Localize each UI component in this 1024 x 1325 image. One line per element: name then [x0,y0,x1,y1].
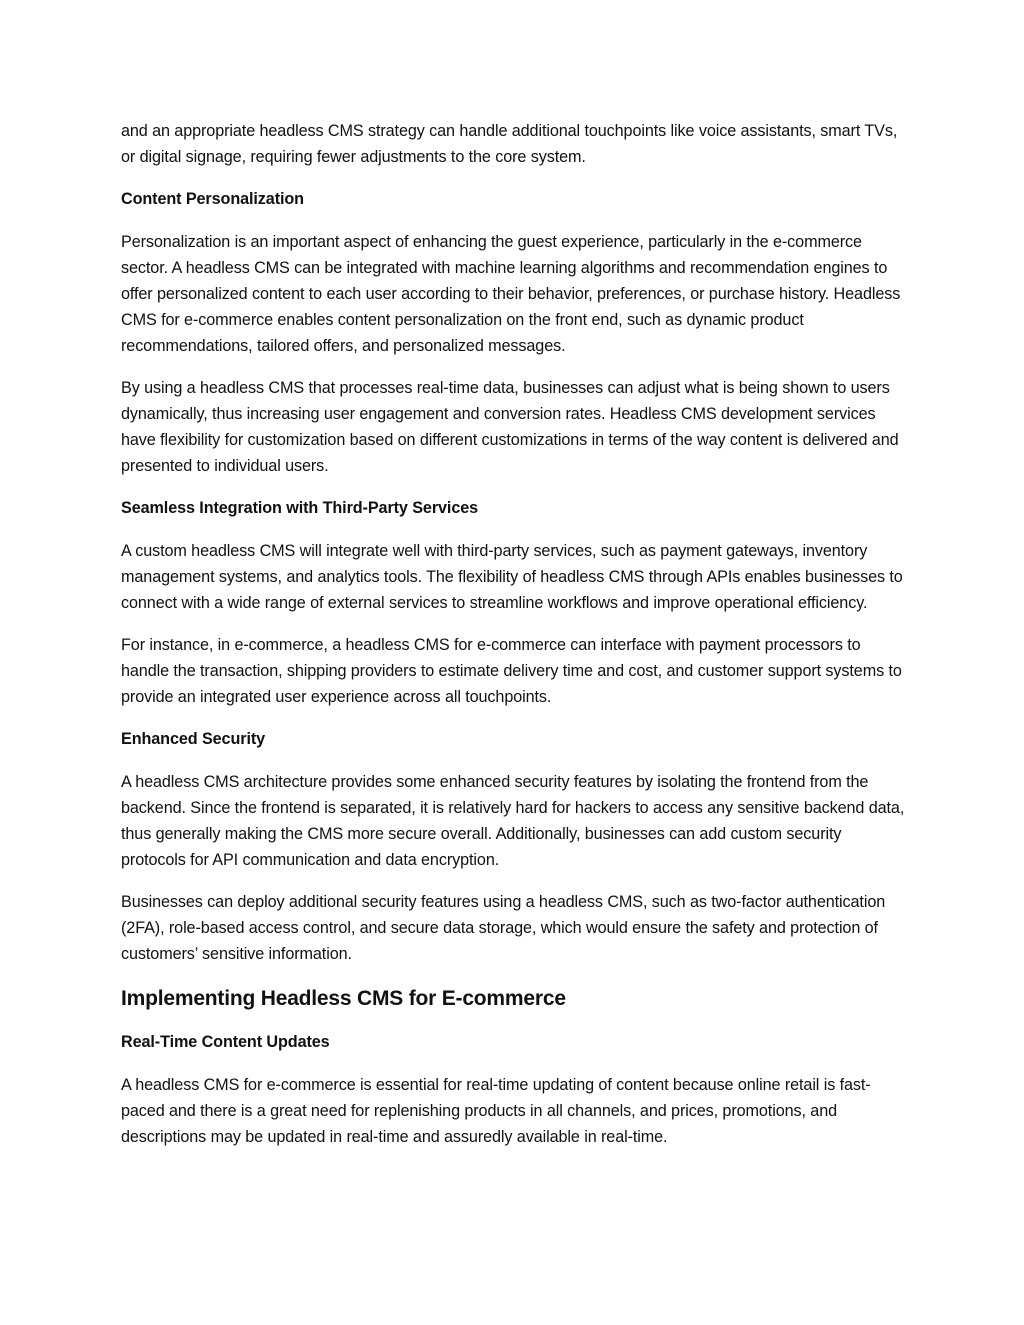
paragraph-personalization-2: By using a headless CMS that processes real-time data, businesses can adjust what is being shown to users dynamically, thus increasing user engagement and conversion rates. Headless CMS development services have flexibility for customization based on different customizations in terms of the way content is delivered and presented to individual users. [121,379,899,475]
heading-content-personalization: Content Personalization [121,190,304,209]
heading-third-party-integration: Seamless Integration with Third-Party Services [121,499,479,518]
paragraph-security-2: Businesses can deploy additional security features using a headless CMS, such as two-factor authentication (2FA), role-based access control, and secure data storage, which would ensure the safety and protection of customers’ sensitive information. [121,893,886,963]
paragraph-real-time-updates: A headless CMS for e-commerce is essential for real-time updating of content because online retail is fast-paced and there is a great need for replenishing products in all channels, and prices, promotions, and descriptions may be updated in real-time and assuredly available in real-time. [121,1075,871,1146]
heading-real-time-updates: Real-Time Content Updates [121,1033,330,1052]
paragraph-security-1: A headless CMS architecture provides some enhanced security features by isolating the frontend from the backend. Since the frontend is separated, it is relatively hard for hackers to access any sensitive backend data, thus generally making the CMS more secure overall. Additionally, businesses can add custom security protocols for API communication and data encryption. [121,772,905,869]
heading-enhanced-security: Enhanced Security [121,730,266,749]
paragraph-integration-2: For instance, in e-commerce, a headless CMS for e-commerce can interface with payment processors to handle the transaction, shipping providers to estimate delivery time and cost, and customer support systems to provide an integrated user experience across all touchpoints. [121,636,902,706]
paragraph-intro-continuation: and an appropriate headless CMS strategy can handle additional touchpoints like voice assistants, smart TVs, or digital signage, requiring fewer adjustments to the core system. [121,122,898,166]
paragraph-integration-1: A custom headless CMS will integrate well with third-party services, such as payment gateways, inventory management systems, and analytics tools. The flexibility of headless CMS through APIs enables businesses to connect with a wide range of external services to streamline workflows and improve operational efficiency. [121,541,903,612]
document-page [121,119,907,1167]
heading-implementing-headless-cms: Implementing Headless CMS for E-commerce [121,987,566,1011]
paragraph-personalization-1: Personalization is an important aspect of enhancing the guest experience, particularly in the e-commerce sector. A headless CMS can be integrated with machine learning algorithms and recommendation engines to offer personalized content to each user according to their behavior, preferences, or purchase history. Headless CMS for e-commerce enables content personalization on the front end, such as dynamic product recommendations, tailored offers, and personalized messages. [121,232,901,355]
